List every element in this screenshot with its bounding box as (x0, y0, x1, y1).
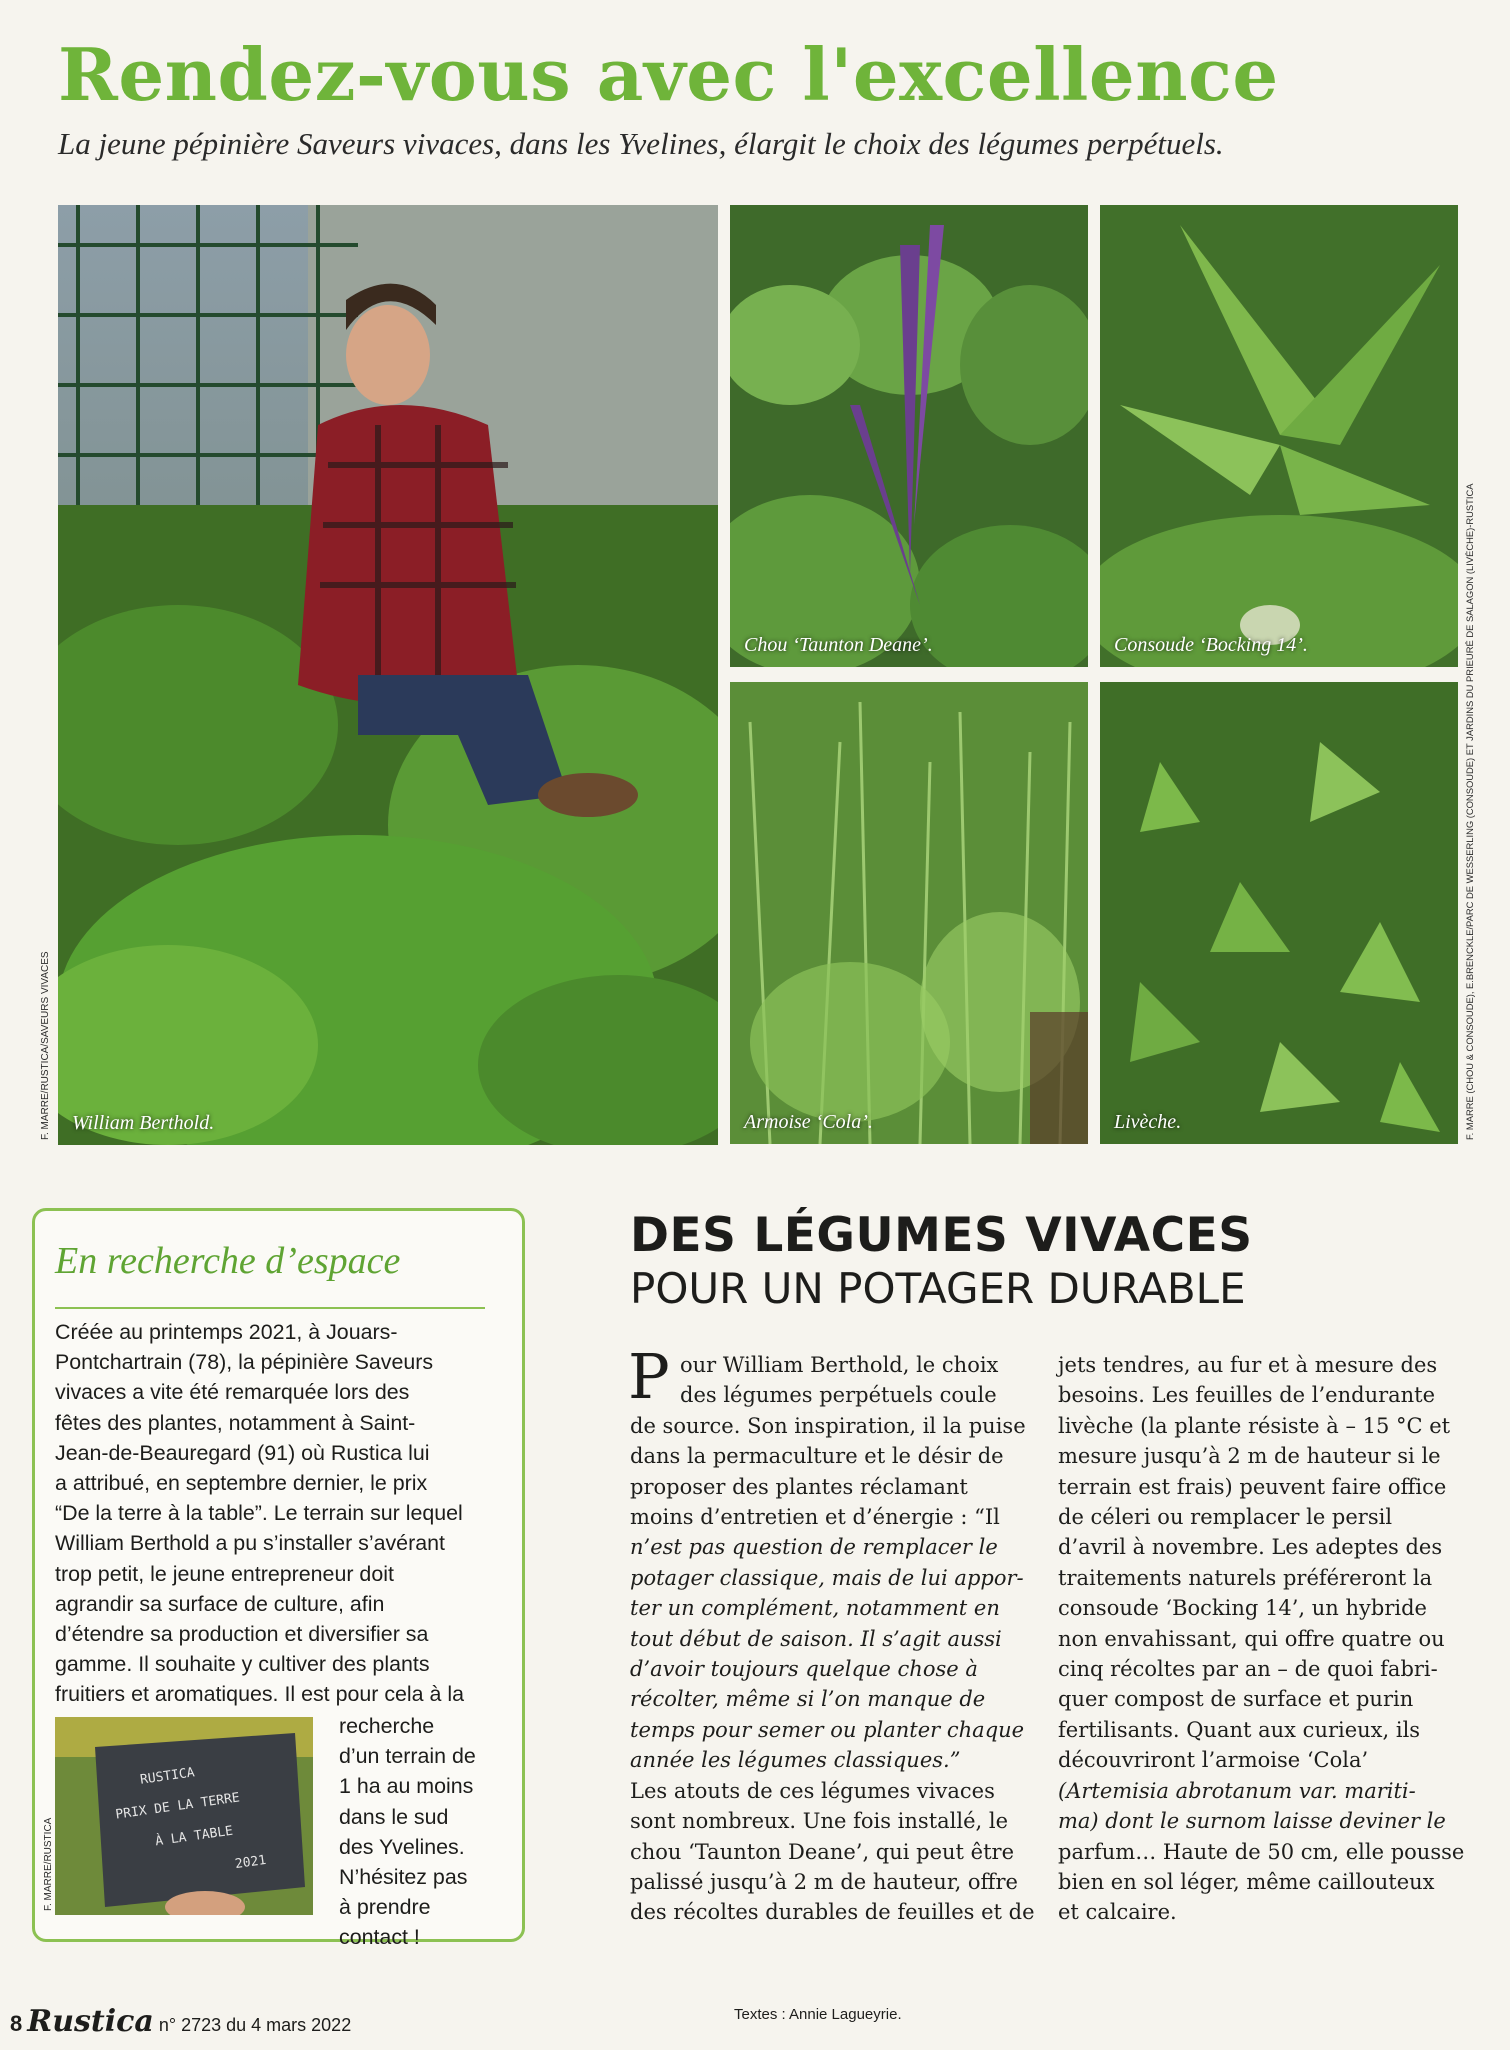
sidebar-line: trop petit, le jeune entrepreneur doit (55, 1561, 394, 1586)
magazine-name: Rustica (27, 2004, 154, 2039)
article-line: our William Berthold, le choix (680, 1353, 999, 1377)
sidebar-line: d’étendre sa production et diversifier sa (55, 1622, 429, 1647)
photo-armoise (730, 682, 1088, 1144)
slate-line-2: PRIX DE LA TERRE (114, 1790, 241, 1823)
article-line: temps pour semer ou planter chaque (630, 1717, 1025, 1742)
sidebar-title: En recherche d’espace (55, 1240, 401, 1282)
sidebar-tail-line: des Yvelines. (339, 1834, 465, 1859)
article-line: et calcaire. (1058, 1900, 1177, 1925)
sidebar-line: a attribué, en septembre dernier, le prix (55, 1471, 428, 1496)
article-column-2 (1058, 1350, 1465, 1928)
sidebar-photo-credit: F. MARRE/RUSTICA (43, 1817, 54, 1911)
article-line: des légumes perpétuels coule (680, 1383, 997, 1408)
armoise-illustration (730, 682, 1088, 1144)
sidebar-line: Pontchartrain (78), la pépinière Saveurs (55, 1350, 434, 1375)
article-title: DES LÉGUMES VIVACES (630, 1208, 1253, 1263)
article-line: traitements naturels préféreront la (1058, 1565, 1433, 1590)
article-line: dans la permaculture et le désir de (630, 1444, 1004, 1469)
article-line: besoins. Les feuilles de l’endurante (1058, 1383, 1436, 1408)
article-dropcap: P (628, 1340, 670, 1413)
page-number: 8 (10, 2011, 23, 2036)
article-line: n’est pas question de remplacer le (630, 1535, 998, 1560)
issue-info: n° 2723 du 4 mars 2022 (158, 2015, 352, 2035)
slate-line-1: RUSTICA (139, 1765, 196, 1788)
article-line: découvriront l’armoise ‘Cola’ (1058, 1748, 1369, 1773)
article-line: tout début de saison. Il s’agit aussi (630, 1626, 1002, 1651)
article-line: proposer des plantes réclamant (630, 1474, 968, 1499)
article-line: consoude ‘Bocking 14’, un hybride (1058, 1596, 1427, 1621)
article-line: non envahissant, qui offre quatre ou (1058, 1626, 1445, 1651)
sidebar-line: fêtes des plantes, notamment à Saint- (55, 1410, 416, 1435)
article-line: année les légumes classiques.” (630, 1748, 961, 1773)
sidebar-line: Créée au printemps 2021, à Jouars- (55, 1320, 398, 1344)
article-line: de source. Son inspiration, il la puise (630, 1413, 1026, 1438)
article-line: cinq récoltes par an – de quoi fabri- (1058, 1657, 1438, 1682)
sidebar-line: William Berthold a pu s’installer s’avérant (55, 1531, 445, 1556)
sidebar-line: gamme. Il souhaite y cultiver des plants (55, 1652, 430, 1677)
article-line: bien en sol léger, même caillouteux (1058, 1869, 1435, 1894)
article-line: quer compost de surface et purin (1058, 1687, 1414, 1712)
photo-chou (730, 205, 1088, 667)
article-line: palissé jusqu’à 2 m de hauteur, offre (630, 1869, 1018, 1894)
article-line: de céleri ou remplacer le persil (1058, 1505, 1393, 1530)
main-photo-caption: William Berthold. (72, 1112, 215, 1134)
sidebar-tail-line: d’un terrain de (339, 1744, 476, 1769)
consoude-illustration (1100, 205, 1458, 667)
text-credit: Textes : Annie Lagueyrie. (734, 2006, 902, 2023)
main-photo-credit: F. MARRE/RUSTICA/SAVEURS VIVACES (40, 951, 51, 1140)
slate-line-4: 2021 (234, 1852, 268, 1873)
article-line: terrain est frais) peuvent faire office (1058, 1474, 1447, 1499)
page-subtitle: La jeune pépinière Saveurs vivaces, dans les Yvelines, élargit le choix des légumes perpétuels. (58, 126, 1224, 161)
chou-caption: Chou ‘Taunton Deane’. (744, 634, 933, 656)
sidebar-paragraph (55, 1317, 505, 1710)
sidebar-box (32, 1208, 525, 1950)
sidebar-tail-line: contact ! (339, 1925, 420, 1950)
article-line: (Artemisia abrotanum var. mariti- (1058, 1778, 1416, 1803)
article-line: récolter, même si l’on manque de (630, 1687, 986, 1712)
sidebar-line: agrandir sa surface de culture, afin (55, 1591, 385, 1616)
photo-liveche (1100, 682, 1458, 1144)
sidebar-line: “De la terre à la table”. Le terrain sur lequel (55, 1501, 463, 1526)
article-line: mesure jusqu’à 2 m de hauteur si le (1058, 1444, 1441, 1469)
consoude-caption: Consoude ‘Bocking 14’. (1114, 634, 1308, 656)
chou-illustration (730, 205, 1088, 667)
armoise-caption: Armoise ‘Cola’. (744, 1111, 873, 1133)
article-line: jets tendres, au fur et à mesure des (1058, 1353, 1438, 1377)
article-line: ter un complément, notamment en (630, 1596, 1000, 1621)
article-line: fertilisants. Quant aux curieux, ils (1058, 1717, 1421, 1742)
page-title: Rendez-vous avec l'excellence (58, 32, 1279, 117)
liveche-illustration (1100, 682, 1458, 1144)
sidebar-line: vivaces a vite été remarquée lors des (55, 1380, 410, 1405)
slate-line-3: À LA TABLE (154, 1823, 234, 1850)
sidebar-tail-line: recherche (339, 1714, 435, 1738)
article-line: des récoltes durables de feuilles et de (630, 1900, 1035, 1925)
sidebar-line: Jean-de-Beauregard (91) où Rustica lui (55, 1440, 430, 1465)
article-line: chou ‘Taunton Deane’, qui peut être (630, 1839, 1014, 1864)
slate-illustration (55, 1717, 313, 1915)
article-subtitle: POUR UN POTAGER DURABLE (630, 1264, 1246, 1313)
sidebar-tail-line: 1 ha au moins (339, 1774, 474, 1799)
page-footer (10, 2004, 351, 2039)
sidebar-divider (55, 1307, 485, 1309)
sidebar-line: fruitiers et aromatiques. Il est pour cela à la (55, 1682, 464, 1707)
article-line: Les atouts de ces légumes vivaces (630, 1778, 995, 1803)
article-line: sont nombreux. Une fois installé, le (630, 1809, 1009, 1834)
article-line: livèche (la plante résiste à – 15 °C et (1058, 1413, 1451, 1438)
main-photo (58, 205, 718, 1145)
article-line: parfum… Haute de 50 cm, elle pousse (1058, 1839, 1465, 1864)
photo-consoude (1100, 205, 1458, 667)
sidebar-tail-line: N’hésitez pas (339, 1865, 468, 1890)
article-line: moins d’entretien et d’énergie : “Il (630, 1505, 1000, 1530)
sidebar-photo (55, 1717, 313, 1915)
article-column-1 (630, 1350, 1035, 1928)
sidebar-tail-line: à prendre (339, 1895, 431, 1920)
main-photo-illustration (58, 205, 718, 1145)
sidebar-tail-line: dans le sud (339, 1804, 449, 1829)
article-line: d’avoir toujours quelque chose à (630, 1657, 978, 1682)
grid-photo-credit: F. MARRE (CHOU & CONSOUDE), E.BRENCKLE/PARC DE WESSERLING (CONSOUDE) ET JARDINS DU PRIEURÉ DE SALAGON (LIVÈCHE)-RUSTICA (1464, 483, 1475, 1140)
liveche-caption: Livèche. (1114, 1111, 1182, 1133)
sidebar-paragraph-tail (339, 1711, 509, 1953)
article-line: potager classique, mais de lui appor- (630, 1565, 1024, 1590)
article-line: d’avril à novembre. Les adeptes des (1058, 1535, 1443, 1560)
article-line: ma) dont le surnom laisse deviner le (1058, 1809, 1446, 1834)
